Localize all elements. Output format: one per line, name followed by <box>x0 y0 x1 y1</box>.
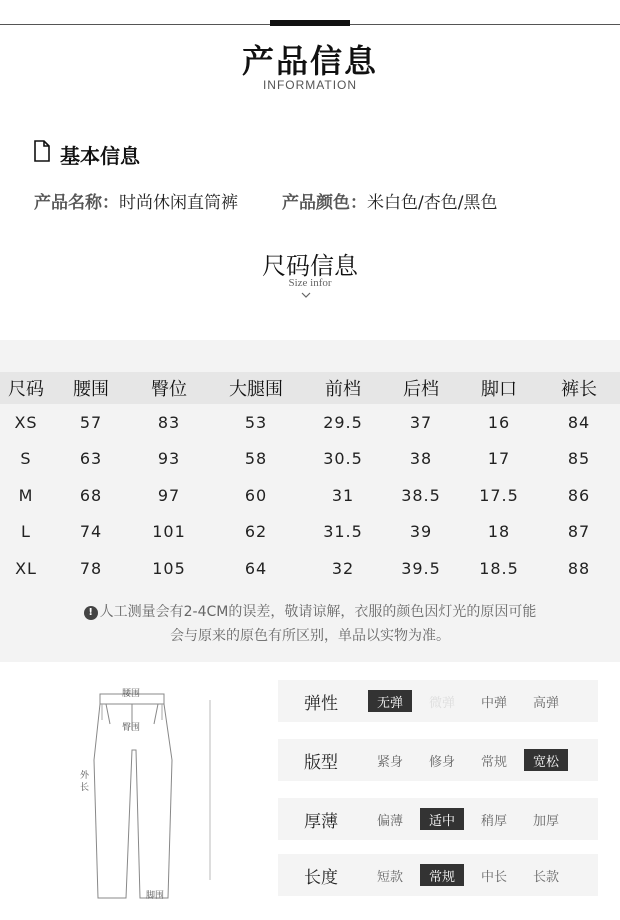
table-cell: 17.5 <box>479 485 519 505</box>
table-cell: 38 <box>409 449 433 469</box>
table-row <box>0 477 620 513</box>
table-cell: 17 <box>487 449 511 469</box>
table-cell: 68 <box>79 485 103 505</box>
attribute-option: 宽松 <box>524 749 568 771</box>
table-cell: 58 <box>244 449 268 469</box>
size-info-title: 尺码信息 <box>262 252 358 280</box>
table-row <box>0 550 620 586</box>
table-cell: 37 <box>409 412 433 432</box>
chevron-down-icon <box>300 290 312 300</box>
attribute-option: 稍厚 <box>480 813 507 829</box>
attribute-option: 修身 <box>428 754 455 770</box>
table-cell: 53 <box>244 412 268 432</box>
basic-info-row <box>34 188 497 213</box>
product-name-label: 产品名称： <box>34 193 119 213</box>
table-header-cell: 大腿围 <box>229 379 283 400</box>
attribute-option: 适中 <box>420 808 464 830</box>
alert-icon: ! <box>84 606 98 620</box>
attribute-option: 紧身 <box>376 754 403 770</box>
table-cell: 87 <box>567 522 591 542</box>
table-cell: 39.5 <box>401 558 441 578</box>
note-line-1: 人工测量会有2-4CM的误差，敬请谅解，衣服的颜色因灯光的原因可能 <box>99 604 537 620</box>
product-color-value: 米白色/杏色/黑色 <box>367 193 498 213</box>
table-header-cell: 腰围 <box>73 379 109 400</box>
table-cell: S <box>20 449 32 469</box>
table-cell: 74 <box>79 522 103 542</box>
attribute-option: 中长 <box>480 869 507 885</box>
size-table-header <box>0 372 620 404</box>
document-icon <box>34 140 50 162</box>
measurement-note <box>60 600 560 648</box>
attribute-label: 版型 <box>304 752 338 773</box>
attribute-option: 偏薄 <box>376 813 403 829</box>
hem-label: 脚围 <box>146 891 165 901</box>
table-header-cell: 尺码 <box>8 379 44 400</box>
attribute-option: 短款 <box>376 869 403 885</box>
table-cell: 18 <box>487 522 511 542</box>
table-header-cell: 脚口 <box>481 379 517 400</box>
attribute-option: 常规 <box>480 754 507 770</box>
table-cell: 93 <box>157 449 181 469</box>
table-header-cell: 臀位 <box>151 379 187 400</box>
attribute-option: 微弹 <box>428 695 455 711</box>
table-cell: 38.5 <box>401 485 441 505</box>
table-cell: 63 <box>79 449 103 469</box>
table-cell: 16 <box>487 412 511 432</box>
table-cell: 31.5 <box>323 522 363 542</box>
table-cell: 29.5 <box>323 412 363 432</box>
table-cell: 88 <box>567 558 591 578</box>
table-cell: 101 <box>152 522 186 542</box>
attribute-option: 常规 <box>420 864 464 886</box>
hip-label: 臀围 <box>122 723 141 733</box>
table-cell: XL <box>15 558 37 578</box>
attribute-option: 加厚 <box>532 813 559 829</box>
table-cell: 39 <box>409 522 433 542</box>
table-cell: 97 <box>157 485 181 505</box>
attribute-row <box>278 680 598 722</box>
table-header-cell: 裤长 <box>561 379 597 400</box>
table-cell: 31 <box>331 485 355 505</box>
table-cell: M <box>18 485 34 505</box>
table-cell: 18.5 <box>479 558 519 578</box>
attribute-option: 长款 <box>532 869 559 885</box>
table-cell: 86 <box>567 485 591 505</box>
table-cell: 83 <box>157 412 181 432</box>
table-cell: 78 <box>79 558 103 578</box>
page-title: 产品信息 <box>241 42 378 80</box>
table-row <box>0 441 620 477</box>
table-row <box>0 404 620 440</box>
pants-diagram <box>60 680 240 910</box>
attribute-row <box>278 854 598 896</box>
table-cell: 30.5 <box>323 449 363 469</box>
table-header-cell: 后档 <box>403 379 439 400</box>
page-subtitle: INFORMATION <box>262 78 358 92</box>
note-line-2: 会与原来的原色有所区别，单品以实物为准。 <box>170 628 450 644</box>
attribute-label: 长度 <box>304 867 338 888</box>
attribute-option: 高弹 <box>532 695 559 711</box>
attribute-option: 中弹 <box>480 695 507 711</box>
table-cell: 84 <box>567 412 591 432</box>
table-cell: 85 <box>567 449 591 469</box>
table-cell: 32 <box>331 558 355 578</box>
attribute-label: 弹性 <box>304 693 338 714</box>
table-cell: 57 <box>79 412 103 432</box>
waist-label: 腰围 <box>122 689 141 699</box>
attribute-row <box>278 739 598 781</box>
table-cell: XS <box>14 412 38 432</box>
attribute-label: 厚薄 <box>304 811 338 832</box>
attribute-row <box>278 798 598 840</box>
table-cell: L <box>21 522 31 542</box>
product-name-value: 时尚休闲直筒裤 <box>119 193 238 213</box>
product-color-label: 产品颜色： <box>282 193 367 213</box>
basic-info-title: 基本信息 <box>60 144 140 168</box>
attribute-option: 无弹 <box>368 690 412 712</box>
size-info-subtitle: Size infor <box>288 277 332 289</box>
table-cell: 62 <box>244 522 268 542</box>
pants-outline-icon <box>60 680 240 910</box>
header-accent-bar <box>270 20 350 26</box>
table-cell: 60 <box>244 485 268 505</box>
table-header-cell: 前档 <box>325 379 361 400</box>
table-cell: 64 <box>244 558 268 578</box>
table-row <box>0 514 620 550</box>
table-cell: 105 <box>152 558 186 578</box>
outer-length-label: 外长 <box>80 771 90 793</box>
